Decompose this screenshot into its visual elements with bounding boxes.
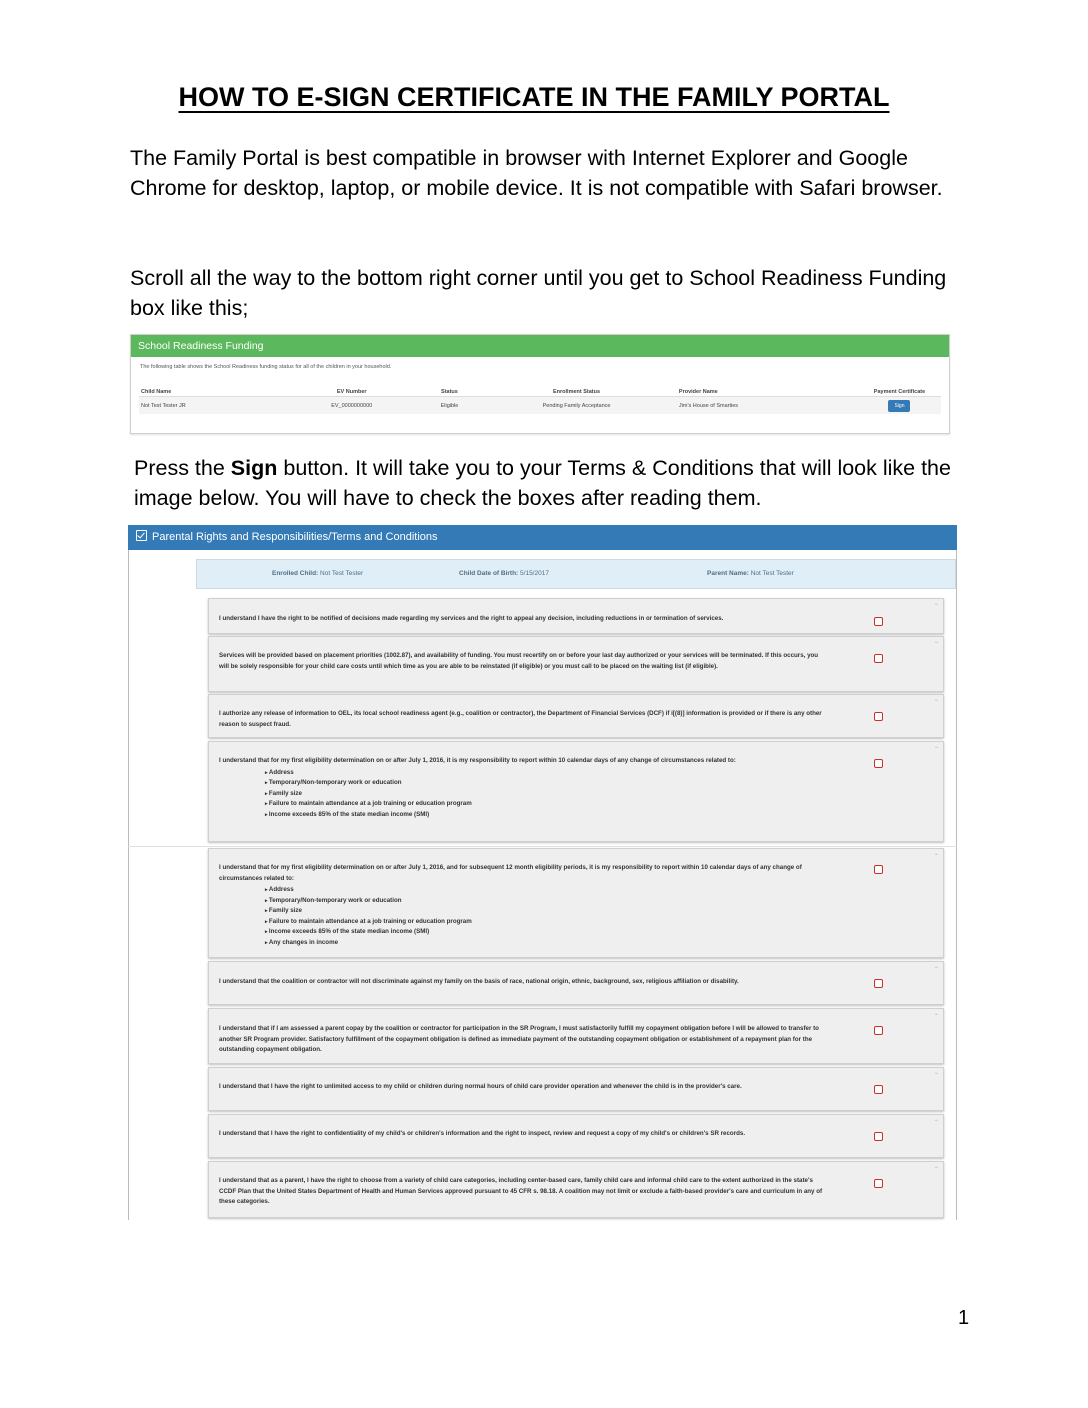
term-item: I understand that if I am assessed a parent copay by the coalition or contractor for participation in the SR Program, I must satisfactorily fulfill my copayment obligation before I will be allowed to transfer to another SR Program provider. Satisfactory fulfillment of the copayment obligation is defined as immediate payment of the outstanding copayment obligation or establishment of a repayment plan for the outstanding copayment obligation. −: [208, 1008, 944, 1064]
list-item: ▸ Failure to maintain attendance at a job training or education program: [265, 799, 829, 810]
minimize-icon[interactable]: −: [934, 745, 938, 751]
col-payment-certificate: Payment Certificate: [858, 376, 941, 397]
minimize-icon[interactable]: −: [934, 602, 938, 608]
term-item: I understand that the coalition or contractor will not discriminate against my family on the basis of race, national origin, ethnic, background, sex, religious affiliation or disability. −: [208, 961, 944, 1005]
screenshot-seam: [128, 846, 957, 847]
enrolled-child: Enrolled Child: Not Test Tester: [272, 570, 364, 577]
compatibility-paragraph: The Family Portal is best compatible in browser with Internet Explorer and Google Chrome for desktop, laptop, or mobile device. It is not compatible with Safari browser.: [130, 146, 943, 200]
term-item: I understand I have the right to be notified of decisions made regarding my services and the right to appeal any decision, including reductions in or termination of services. −: [208, 598, 944, 634]
term-item: Services will be provided based on placement priorities (1002.87), and availability of funding. You must recertify on or before your last day authorized or your services will be terminated. If this occurs, you will be solely responsible for your child care costs until which time as you are able to be reinstated (if eligible) or you must call to be placed on the waiting list (if eligible). −: [208, 636, 944, 692]
sign-emphasis: Sign: [230, 456, 278, 480]
cell-payment-certificate: [858, 397, 941, 415]
term-checkbox[interactable]: [874, 1179, 883, 1188]
term-item: I understand that I have the right to confidentiality of my child's or children's information and the right to inspect, review and request a copy of my child's or children's SR records. −: [208, 1114, 944, 1158]
minimize-icon[interactable]: −: [934, 1165, 938, 1171]
minimize-icon[interactable]: −: [934, 965, 938, 971]
terms-panel-header: Parental Rights and Responsibilities/Terms and Conditions: [128, 525, 957, 550]
list-item: ▸ Family size: [265, 789, 829, 800]
minimize-icon[interactable]: −: [934, 852, 938, 858]
scroll-paragraph: Scroll all the way to the bottom right corner until you get to School Readiness Funding box like this;: [130, 266, 947, 320]
term-item: I authorize any release of information to OEL, its local school readiness agent (e.g., coalition or contractor), the Department of Financial Services (DCF) if i[(8)] information is provided or if there is any other reason to suspect fraud. −: [208, 694, 944, 738]
page-title: HOW TO E-SIGN CERTIFICATE IN THE FAMILY PORTAL: [178, 82, 890, 112]
list-item: ▸ Failure to maintain attendance at a job training or education program: [265, 917, 829, 928]
minimize-icon[interactable]: −: [934, 1071, 938, 1077]
panel-right-border: [956, 550, 957, 1220]
list-item: ▸ Any changes in income: [265, 938, 829, 949]
circumstances-list: [219, 768, 829, 821]
term-checkbox[interactable]: [874, 979, 883, 988]
term-item: I understand that for my first eligibility determination on or after July 1, 2016, and for subsequent 12 month eligibility periods, it is my responsibility to report within 10 calendar days of any change of circumstances related to: ▸ Address ▸ Temporary/Non-temporary work or education ▸ Family size ▸ Failure to maintain attendance at a job training or education program ▸ Income exceeds 85% of the state median income (SMI) ▸ Any changes in income −: [208, 848, 944, 958]
list-item: ▸ Income exceeds 85% of the state median income (SMI): [265, 810, 829, 821]
col-status: Status: [423, 376, 476, 397]
minimize-icon[interactable]: −: [934, 640, 938, 646]
table-row: [139, 397, 941, 415]
checkbox-checked-icon: [136, 530, 147, 541]
cell-provider-name: Jim's House of Smarties: [677, 397, 858, 415]
term-item: I understand that as a parent, I have the right to choose from a variety of child care categories, including center-based care, family child care and informal child care to the extent authorized in the state's CCDF Plan that the United States Department of Health and Human Services approved pursuant to 45 CFR s. 98.18. A coalition may not limit or exclude a faith-based provider's care and curriculum in any of these categories. −: [208, 1161, 944, 1218]
school-readiness-funding-panel: [130, 334, 950, 434]
list-item: ▸ Income exceeds 85% of the state median income (SMI): [265, 927, 829, 938]
list-item: ▸ Address: [265, 885, 829, 896]
list-item: ▸ Address: [265, 768, 829, 779]
col-provider-name: Provider Name: [677, 376, 858, 397]
funding-table-header-row: [139, 376, 941, 397]
circumstances-list: [219, 885, 829, 948]
child-info-bar: [196, 559, 956, 589]
term-checkbox[interactable]: [874, 759, 883, 768]
funding-description: The following table shows the School Readiness funding status for all of the children in your household.: [140, 364, 392, 370]
term-checkbox[interactable]: [874, 617, 883, 626]
press-sign-paragraph: Press the Sign button. It will take you to your Terms & Conditions that will look like the image below. You will have to check the boxes after reading them.: [134, 456, 951, 510]
terms-and-conditions-panel: [128, 525, 957, 1220]
page-number: 1: [958, 1307, 970, 1329]
cell-enrollment-status: Pending Family Acceptance: [476, 397, 677, 415]
term-checkbox[interactable]: [874, 654, 883, 663]
term-checkbox[interactable]: [874, 1026, 883, 1035]
term-checkbox[interactable]: [874, 1085, 883, 1094]
term-checkbox[interactable]: [874, 1132, 883, 1141]
term-checkbox[interactable]: [874, 712, 883, 721]
cell-ev-number: EV_0000000000: [281, 397, 423, 415]
parent-name: Parent Name: Not Test Tester: [707, 570, 794, 577]
term-checkbox[interactable]: [874, 865, 883, 874]
minimize-icon[interactable]: −: [934, 1118, 938, 1124]
list-item: ▸ Family size: [265, 906, 829, 917]
col-child-name: Child Name: [139, 376, 281, 397]
cell-child-name: Not Test Tester JR: [139, 397, 281, 415]
col-enrollment-status: Enrollment Status: [476, 376, 677, 397]
child-date-of-birth: Child Date of Birth: 5/15/2017: [459, 570, 549, 577]
minimize-icon[interactable]: −: [934, 698, 938, 704]
term-item: I understand that for my first eligibility determination on or after July 1, 2016, it is my responsibility to report within 10 calendar days of any change of circumstances related to: ▸ Address ▸ Temporary/Non-temporary work or education ▸ Family size ▸ Failure to maintain attendance at a job training or education program ▸ Income exceeds 85% of the state median income (SMI) −: [208, 741, 944, 842]
list-item: ▸ Temporary/Non-temporary work or education: [265, 896, 829, 907]
list-item: ▸ Temporary/Non-temporary work or education: [265, 778, 829, 789]
term-item: I understand that I have the right to unlimited access to my child or children during normal hours of child care provider operation and whenever the child is in the provider's care. −: [208, 1067, 944, 1111]
funding-panel-header: School Readiness Funding: [131, 335, 949, 357]
minimize-icon[interactable]: −: [934, 1012, 938, 1018]
funding-table: [139, 376, 941, 414]
col-ev-number: EV Number: [281, 376, 423, 397]
sign-button[interactable]: Sign: [888, 400, 910, 412]
cell-status: Eligible: [423, 397, 476, 415]
panel-left-border: [128, 550, 129, 1220]
